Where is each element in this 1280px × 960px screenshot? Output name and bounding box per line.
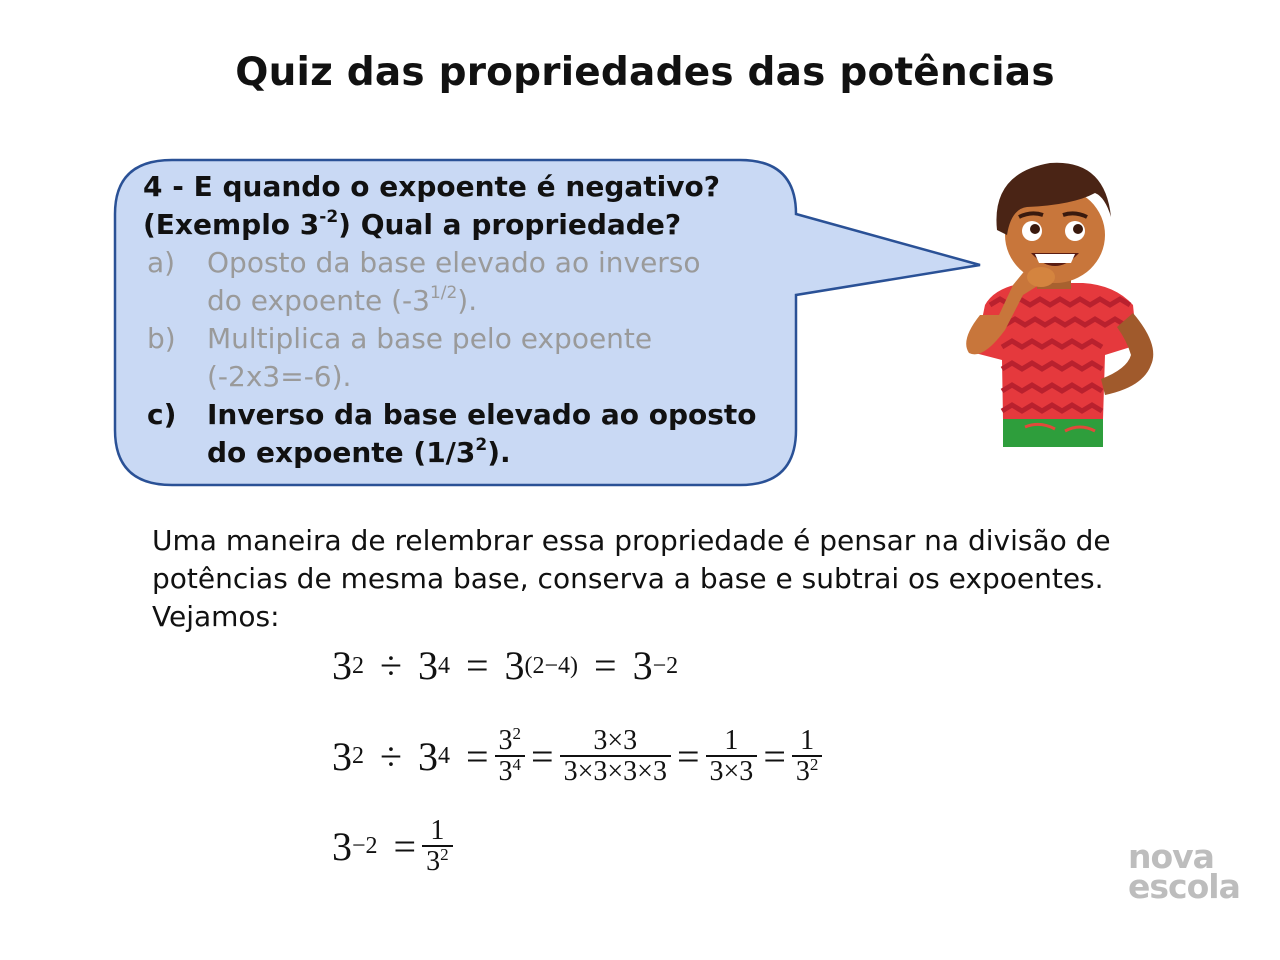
fraction-1-over-3sq: $\frac{1}{3^2}$ — [792, 726, 823, 787]
fraction-result: $\frac{1}{3^2}$ — [422, 816, 453, 877]
student-thinking-illustration — [955, 155, 1170, 450]
option-a-text: Oposto da base elevado ao inverso do expoente $(-3^{1/2})$. — [207, 246, 701, 317]
option-c-text: Inverso da base elevado ao oposto do expoente $(1/3^2)$. — [207, 398, 757, 469]
option-a[interactable] — [143, 244, 783, 320]
option-a-letter: a) — [147, 246, 176, 279]
math-row-3: 3 −2 = $\frac{1}{3^2}$ — [332, 816, 459, 877]
fraction-1-over-3x3: $\frac{1}{3\times 3}$ — [706, 726, 758, 787]
question-block — [143, 168, 783, 472]
nova-escola-logo: nova escola — [1128, 837, 1240, 906]
question-line-2: (Exemplo $3^{-2}$) Qual a propriedade? — [143, 207, 682, 241]
math-row-2: 3 2 ÷ 3 4 = $\frac{3^2}{3^4}$ = $\frac{3\times 3}{3\times 3\times 3\times 3}$ = $\frac{1}{3\times 3}$ = $\frac{1}{3^2}$ — [332, 726, 828, 787]
page-title: Quiz das propriedades das potências — [235, 50, 1055, 95]
option-b[interactable] — [143, 320, 783, 396]
math-row-1: 3 2 ÷ 3 4 = 3 (2−4) = 3 −2 — [332, 643, 679, 688]
option-c[interactable] — [143, 396, 783, 472]
question-title — [143, 168, 783, 244]
explanation-text: Uma maneira de relembrar essa propriedade é pensar na divisão de potências de mesma base, conserva a base e subtrai os expoentes. Vejamos: — [152, 524, 1111, 633]
question-line-1: 4 - E quando o expoente é negativo? — [143, 170, 720, 203]
fraction-products: $\frac{3\times 3}{3\times 3\times 3\times 3}$ — [560, 726, 671, 787]
option-b-letter: b) — [147, 322, 176, 355]
fraction-3sq-over-3pow4: $\frac{3^2}{3^4}$ — [495, 726, 526, 787]
option-c-letter: c) — [147, 398, 177, 431]
option-b-text: Multiplica a base pelo expoente (-2x3=-6). — [207, 322, 653, 393]
